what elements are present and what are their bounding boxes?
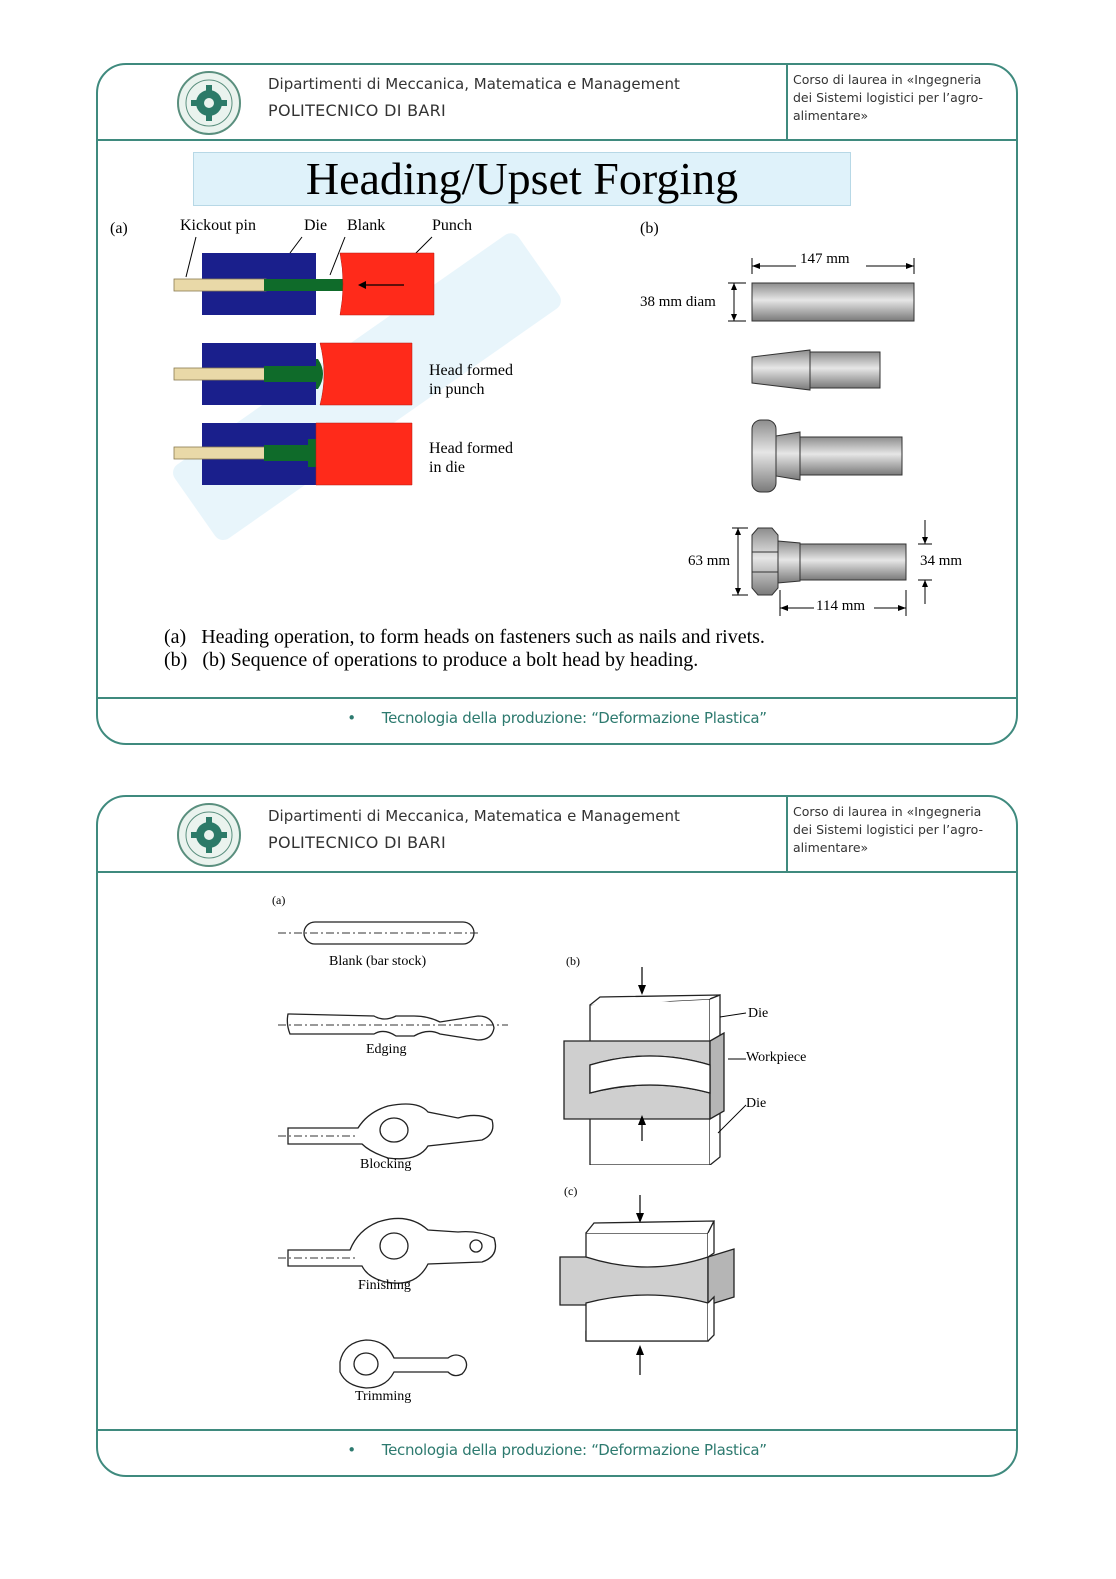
label-head-formed-punch-2: in punch bbox=[429, 381, 485, 398]
caption-a-tag: (a) bbox=[164, 626, 187, 648]
stage-1 bbox=[174, 253, 434, 315]
slide-footer bbox=[98, 697, 1016, 743]
dim-34-label: 34 mm bbox=[920, 553, 963, 569]
footer-text bbox=[98, 1441, 1016, 1459]
course-line-3: alimentare» bbox=[793, 840, 869, 855]
course-line-1: Corso di laurea in «Ingegneria bbox=[793, 72, 982, 87]
course-line-2: dei Sistemi logistici per l’agro- bbox=[793, 90, 983, 105]
label-blank: Blank bbox=[347, 217, 386, 234]
label-workpiece: Workpiece bbox=[746, 1050, 807, 1065]
slide-title: Heading/Upset Forging bbox=[305, 153, 739, 204]
caption-b-tag: (b) bbox=[164, 649, 188, 671]
course-name bbox=[793, 803, 1003, 857]
university-logo-icon bbox=[176, 802, 242, 868]
open-die-diagram-c bbox=[558, 1191, 758, 1381]
label-punch: Punch bbox=[432, 217, 472, 234]
stage-3 bbox=[174, 423, 412, 485]
dim-38-label: 38 mm diam bbox=[640, 294, 716, 310]
label-kickout-pin: Kickout pin bbox=[180, 217, 256, 234]
bullet-icon: • bbox=[347, 709, 356, 727]
fig-c-tag: (c) bbox=[564, 1184, 578, 1198]
label-head-formed-die-1: Head formed bbox=[429, 440, 513, 457]
university-logo-icon bbox=[176, 70, 242, 136]
course-line-3: alimentare» bbox=[793, 108, 869, 123]
caption-a-text: Heading operation, to form heads on fasteners such as nails and rivets. bbox=[201, 626, 765, 648]
department-name: Dipartimenti di Meccanica, Matematica e Management bbox=[268, 807, 680, 825]
label-die: Die bbox=[304, 217, 328, 234]
caption-b-text: (b) Sequence of operations to produce a bolt head by heading. bbox=[202, 649, 699, 671]
label-die-bottom: Die bbox=[746, 1096, 767, 1111]
header-divider bbox=[786, 65, 788, 139]
caption-b bbox=[164, 649, 698, 672]
fig-a-tag: (a) bbox=[272, 893, 286, 907]
step-trimming-label: Trimming bbox=[355, 1389, 412, 1404]
step-blocking-label: Blocking bbox=[360, 1157, 412, 1172]
dim-63-label: 63 mm bbox=[688, 553, 731, 569]
slide-header bbox=[98, 65, 1016, 141]
department-name: Dipartimenti di Meccanica, Matematica e Management bbox=[268, 75, 680, 93]
fig-b-tag: (b) bbox=[566, 954, 580, 968]
title-box bbox=[193, 152, 851, 206]
dim-147-label: 147 mm bbox=[800, 251, 850, 267]
step-blank-label: Blank (bar stock) bbox=[329, 954, 427, 969]
step-finishing-label: Finishing bbox=[358, 1278, 411, 1293]
label-die-top: Die bbox=[748, 1006, 769, 1021]
course-line-2: dei Sistemi logistici per l’agro- bbox=[793, 822, 983, 837]
label-head-formed-die-2: in die bbox=[429, 459, 465, 476]
header-divider bbox=[786, 797, 788, 871]
bullet-icon: • bbox=[347, 1441, 356, 1459]
university-name: POLITECNICO DI BARI bbox=[268, 101, 447, 120]
fig-b-tag: (b) bbox=[640, 220, 659, 237]
step-edging-label: Edging bbox=[366, 1042, 407, 1057]
caption-a bbox=[164, 626, 765, 649]
course-name bbox=[793, 71, 1003, 125]
university-name: POLITECNICO DI BARI bbox=[268, 833, 447, 852]
stage-2 bbox=[174, 343, 412, 405]
dim-114-label: 114 mm bbox=[816, 598, 866, 614]
slide-1 bbox=[96, 63, 1018, 745]
slide-footer bbox=[98, 1429, 1016, 1475]
slide-header bbox=[98, 797, 1016, 873]
footer-label: Tecnologia della produzione: “Deformazione Plastica” bbox=[381, 1441, 767, 1459]
label-head-formed-punch-1: Head formed bbox=[429, 362, 513, 379]
footer-label: Tecnologia della produzione: “Deformazione Plastica” bbox=[381, 709, 767, 727]
slide-2 bbox=[96, 795, 1018, 1477]
footer-text bbox=[98, 709, 1016, 727]
open-die-diagram-b bbox=[560, 965, 760, 1165]
course-line-1: Corso di laurea in «Ingegneria bbox=[793, 804, 982, 819]
fig-a-tag: (a) bbox=[110, 220, 128, 237]
